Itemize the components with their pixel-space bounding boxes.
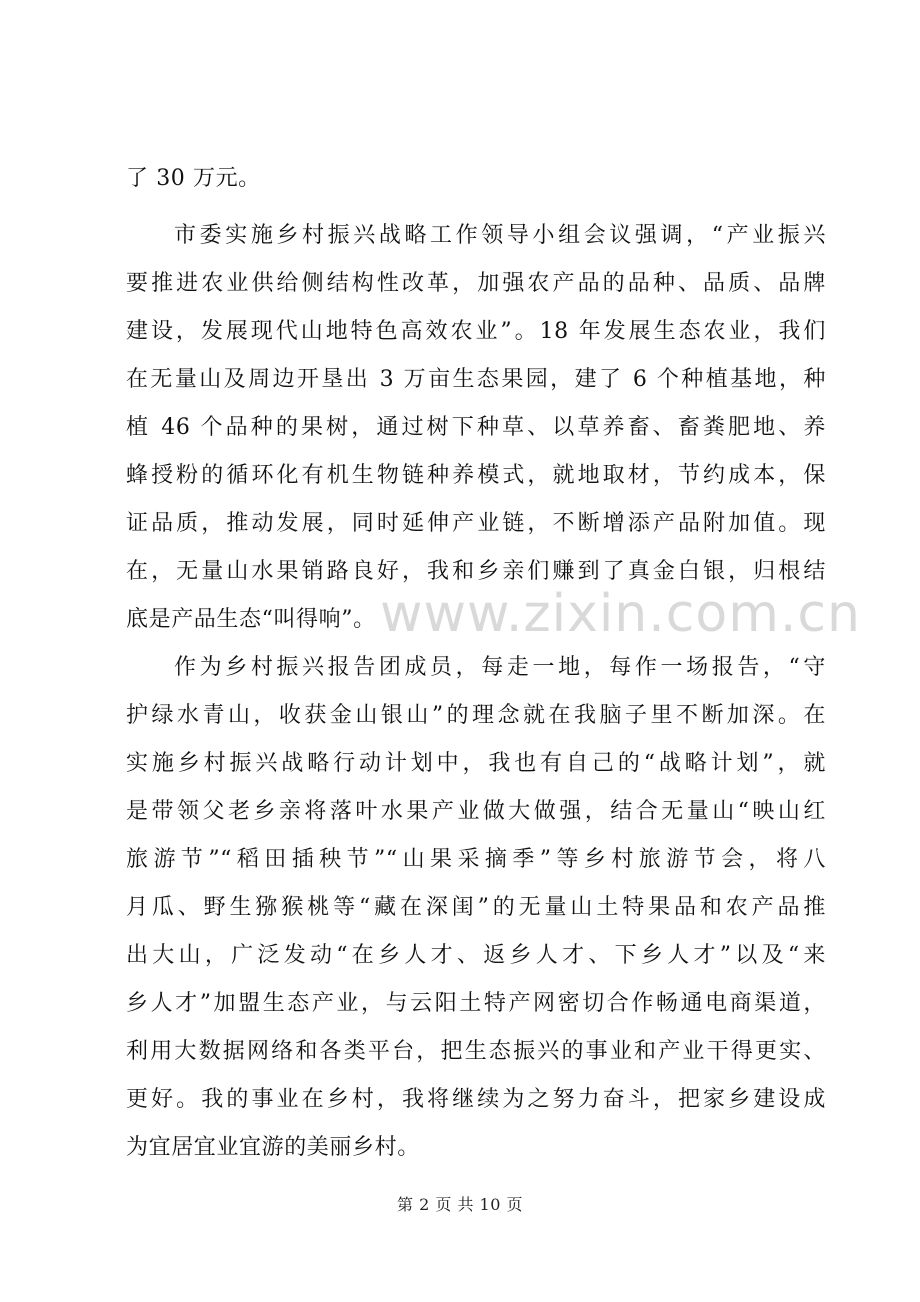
text-line: 在，无量山水果销路良好，我和乡亲们赚到了真金白银，归根结 <box>126 559 826 584</box>
paragraph-first-line: 作为乡村振兴报告团成员，每走一地，每作一场报告，“守 <box>174 655 826 680</box>
text-line: 蜂授粉的循环化有机生物链种养模式，就地取材，节约成本，保 <box>126 463 826 488</box>
text-line: 是带领父老乡亲将落叶水果产业做大做强，结合无量山“映山红 <box>126 799 826 824</box>
text-line: 了 30 万元。 <box>126 166 261 191</box>
paragraph-first-line: 市委实施乡村振兴战略工作领导小组会议强调，“产业振兴 <box>174 223 826 248</box>
text-line: 更好。我的事业在乡村，我将继续为之努力奋斗，把家乡建设成 <box>126 1087 826 1112</box>
text-line: 护绿水青山，收获金山银山”的理念就在我脑子里不断加深。在 <box>126 703 826 728</box>
text-line: 月瓜、野生猕猴桃等“藏在深闺”的无量山土特果品和农产品推 <box>126 895 826 920</box>
paragraph-last-line: 底是产品生态“叫得响”。 <box>126 607 376 632</box>
text-line: 出大山，广泛发动“在乡人才、返乡人才、下乡人才”以及“来 <box>126 943 826 968</box>
text-line: 证品质，推动发展，同时延伸产业链，不断增添产品附加值。现 <box>126 511 826 536</box>
text-line: 建设，发展现代山地特色高效农业”。18 年发展生态农业，我们 <box>126 319 826 344</box>
text-line: 利用大数据网络和各类平台，把生态振兴的事业和产业干得更实、 <box>126 1039 826 1064</box>
text-line: 要推进农业供给侧结构性改革，加强农产品的品种、品质、品牌 <box>126 271 826 296</box>
text-line: 旅游节”“稻田插秧节”“山果采摘季”等乡村旅游节会，将八 <box>126 847 826 872</box>
page-footer: 第 2 页 共 10 页 <box>397 1195 523 1214</box>
watermark: www.zixin.com.cn <box>380 584 861 644</box>
text-line: 在无量山及周边开垦出 3 万亩生态果园，建了 6 个种植基地，种 <box>126 367 826 392</box>
text-line: 乡人才”加盟生态产业，与云阳土特产网密切合作畅通电商渠道， <box>126 991 826 1016</box>
text-line: 实施乡村振兴战略行动计划中，我也有自己的“战略计划”，就 <box>126 751 826 776</box>
paragraph-last-line: 为宜居宜业宜游的美丽乡村。 <box>126 1135 420 1160</box>
text-line: 植 46 个品种的果树，通过树下种草、以草养畜、畜粪肥地、养 <box>126 415 826 440</box>
